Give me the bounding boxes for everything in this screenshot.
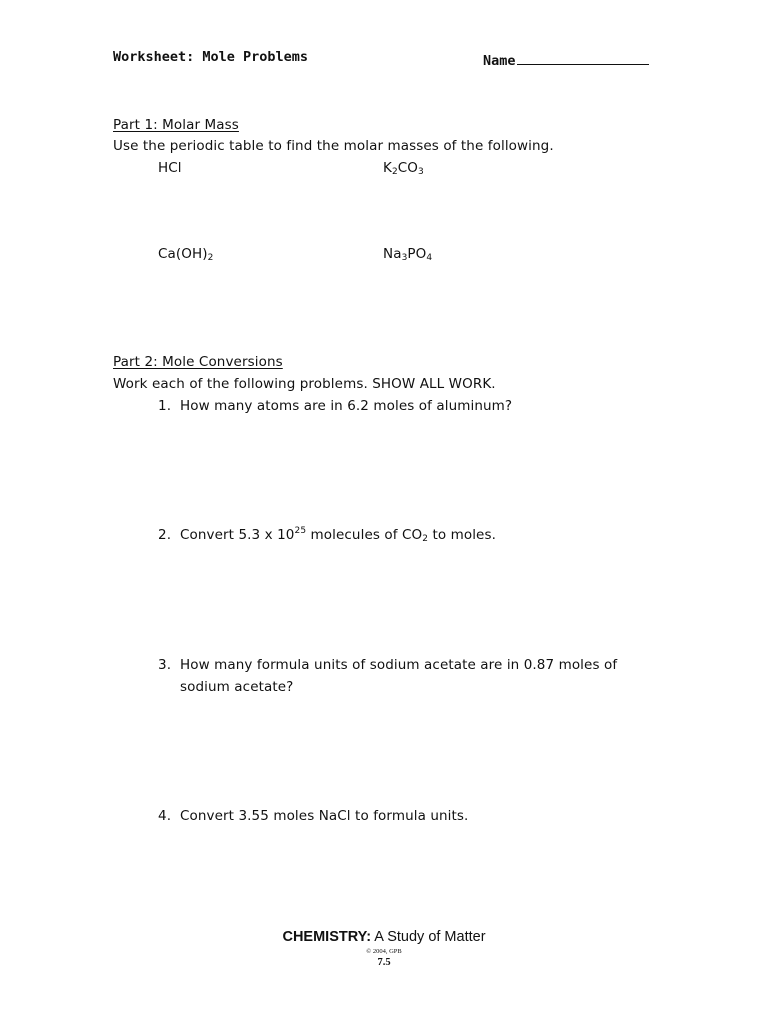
problem-text: Convert 3.55 moles NaCl to formula units.: [180, 808, 469, 824]
compound-k2co3: $K_2CO_3$: [383, 160, 424, 177]
name-blank-line: [517, 49, 649, 65]
part1-heading: Part 1: Molar Mass: [113, 117, 239, 133]
compound-na3po4: $Na_3PO_4$: [383, 246, 433, 263]
problem-3: [158, 657, 617, 673]
problem-number: 4.: [158, 808, 172, 824]
problem-text: How many atoms are in 6.2 moles of aluminum?: [180, 398, 513, 414]
compound-caoh2: $Ca(OH)_2$: [158, 246, 214, 263]
footer-copyright: © 2004, GPB: [366, 948, 402, 955]
part2-heading: Part 2: Mole Conversions: [113, 354, 283, 370]
part1-instructions: Use the periodic table to find the molar masses of the following.: [113, 138, 554, 154]
problem-4: [158, 808, 468, 824]
worksheet-title: Worksheet: Mole Problems: [113, 49, 309, 65]
footer-brand: CHEMISTRY: A Study of Matter: [282, 929, 486, 945]
problem-1: [158, 398, 512, 414]
problem-text-line1: How many formula units of sodium acetate are in 0.87 moles of: [180, 657, 618, 673]
problem-number: 1.: [158, 398, 172, 414]
part2-instructions: Work each of the following problems. SHOW ALL WORK.: [113, 376, 496, 392]
problem-2: 2. Convert 5.3 x $10^{25}$ molecules of $CO_2$ to moles.: [158, 526, 496, 544]
name-field: [483, 49, 649, 69]
problem-number: 3.: [158, 657, 172, 673]
page-number: 7.5: [377, 957, 391, 968]
name-label: Name: [483, 53, 516, 69]
problem-number: 2.: [158, 527, 172, 543]
compound-hcl: HCl: [158, 160, 182, 176]
problem-3-line2: sodium acetate?: [180, 679, 294, 695]
